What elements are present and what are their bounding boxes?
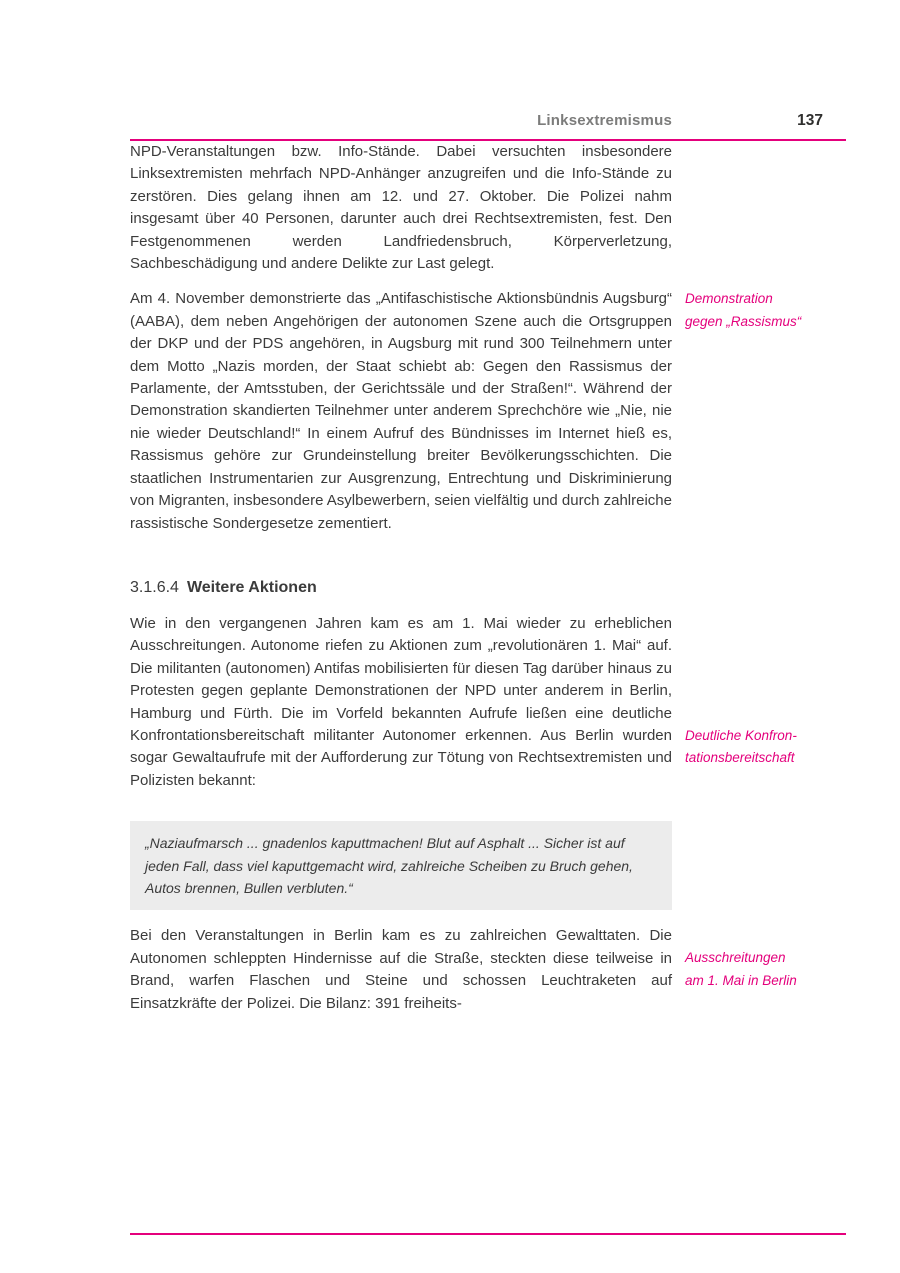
paragraph-3: Wie in den vergangenen Jahren kam es am 1. Mai wieder zu erheblichen Ausschreitungen. Autonome riefen zu Aktionen zum „revolutionären 1. Mai“ auf. Die militanten (autonomen) Antifas mobilisierten für diesen Tag darüber hinaus zu Protesten gegen geplante Demonstrationen der NPD unter anderem in Berlin, Hamburg und Fürth. Die im Vorfeld bekannten Aufrufe ließen eine deutliche Konfrontationsbereitschaft militanter Autonomer erkennen. Aus Berlin wurden sogar Gewaltaufrufe mit der Aufforderung zur Tötung von Rechtsextremisten und Polizisten bekannt:: [130, 614, 672, 789]
header-line: [130, 112, 846, 130]
paragraph-4: Bei den Veranstaltungen in Berlin kam es zu zahlreichen Gewalttaten. Die Autonomen schleppten Hindernisse auf die Straße, steckten diese teilweise in Brand, warfen Flaschen und Steine und schossen Leuchtraketen auf Einsatzkräfte der Polizei. Die Bilanz: 391 freiheits-: [130, 927, 672, 1012]
content-area: [130, 0, 846, 1028]
quote-row: [130, 805, 846, 925]
margin-column: [672, 925, 846, 992]
paragraph-2: Am 4. November demonstrierte das „Antifaschistische Aktionsbündnis Augsburg“ (AABA), dem neben Angehörigen der autonomen Szene auch die Ortsgruppen der DKP und der PDS angehören, in Augsburg mit rund 300 Teilnehmern unter dem Motto „Nazis morden, der Staat schiebt ab: Gegen den Rassismus der Parlamente, der Amtsstuben, der Gerichtssäle und der Straßen!“. Während der Demonstration skandierten Teilnehmer unter anderem Sprechchöre wie „Nie, nie nie wieder Deutschland!“ In einem Aufruf des Bündnisses im Internet hieß es, Rassismus gehöre zur Grundeinstellung breiter Bevölkerungsschichten. Die staatlichen Instrumentarien zur Ausgrenzung, Entrechtung und Diskriminierung von Migranten, insbesondere Asylbewerbern, seien vielfältig und durch zahlreiche rassistische Sondergesetze zementiert.: [130, 290, 672, 532]
margin-note-line: gegen „Rassismus“: [685, 313, 802, 329]
section-number: 3.1.6.4: [130, 578, 179, 596]
paragraph-row: [130, 925, 846, 1028]
paragraph-row: [130, 141, 846, 288]
section-title: Weitere Aktionen: [186, 578, 317, 596]
quote-text: „Naziaufmarsch ... gnadenlos kaputtmachen! Blut auf Asphalt ... Sicher ist auf jeden Fall, dass viel kaputtgemacht wird, zahlreiche Scheiben zu Bruch gehen, Autos brennen, Bullen verbluten.“: [145, 835, 633, 896]
footer-rule: [130, 1233, 846, 1235]
margin-note-konfrontationsbereitschaft: [685, 725, 846, 770]
page-number: 137: [797, 112, 823, 129]
margin-note-line: tationsbereitschaft: [685, 750, 795, 766]
margin-note-line: Ausschreitungen: [685, 950, 786, 966]
margin-note-line: Demonstration: [685, 291, 773, 307]
margin-note-demonstration: [685, 288, 846, 333]
margin-note-ausschreitungen: [685, 947, 846, 992]
margin-column: [672, 288, 846, 333]
paragraph-row: [130, 288, 846, 547]
margin-note-line: Deutliche Konfron-: [685, 727, 797, 743]
paragraph-1: NPD-Veranstaltungen bzw. Info-Stände. Dabei versuchten insbesondere Linksextremisten mehrfach NPD-Anhänger anzugreifen und die Info-Stände zu zerstören. Dies gelang ihnen am 12. und 27. Oktober. Die Polizei nahm insgesamt über 40 Personen, darunter auch drei Rechtsextremisten, fest. Den Festgenommenen werden Landfriedensbruch, Körperverletzung, Sachbeschädigung und andere Delikte zur Last gelegt.: [130, 143, 672, 273]
paragraph-row: [130, 613, 846, 805]
margin-note-line: am 1. Mai in Berlin: [685, 972, 797, 988]
quote-box: [130, 821, 672, 910]
page-header: [130, 0, 846, 141]
section-heading: [130, 579, 672, 597]
heading-row: [130, 548, 846, 613]
running-head: Linksextremismus: [537, 112, 672, 129]
margin-column: [672, 613, 846, 770]
